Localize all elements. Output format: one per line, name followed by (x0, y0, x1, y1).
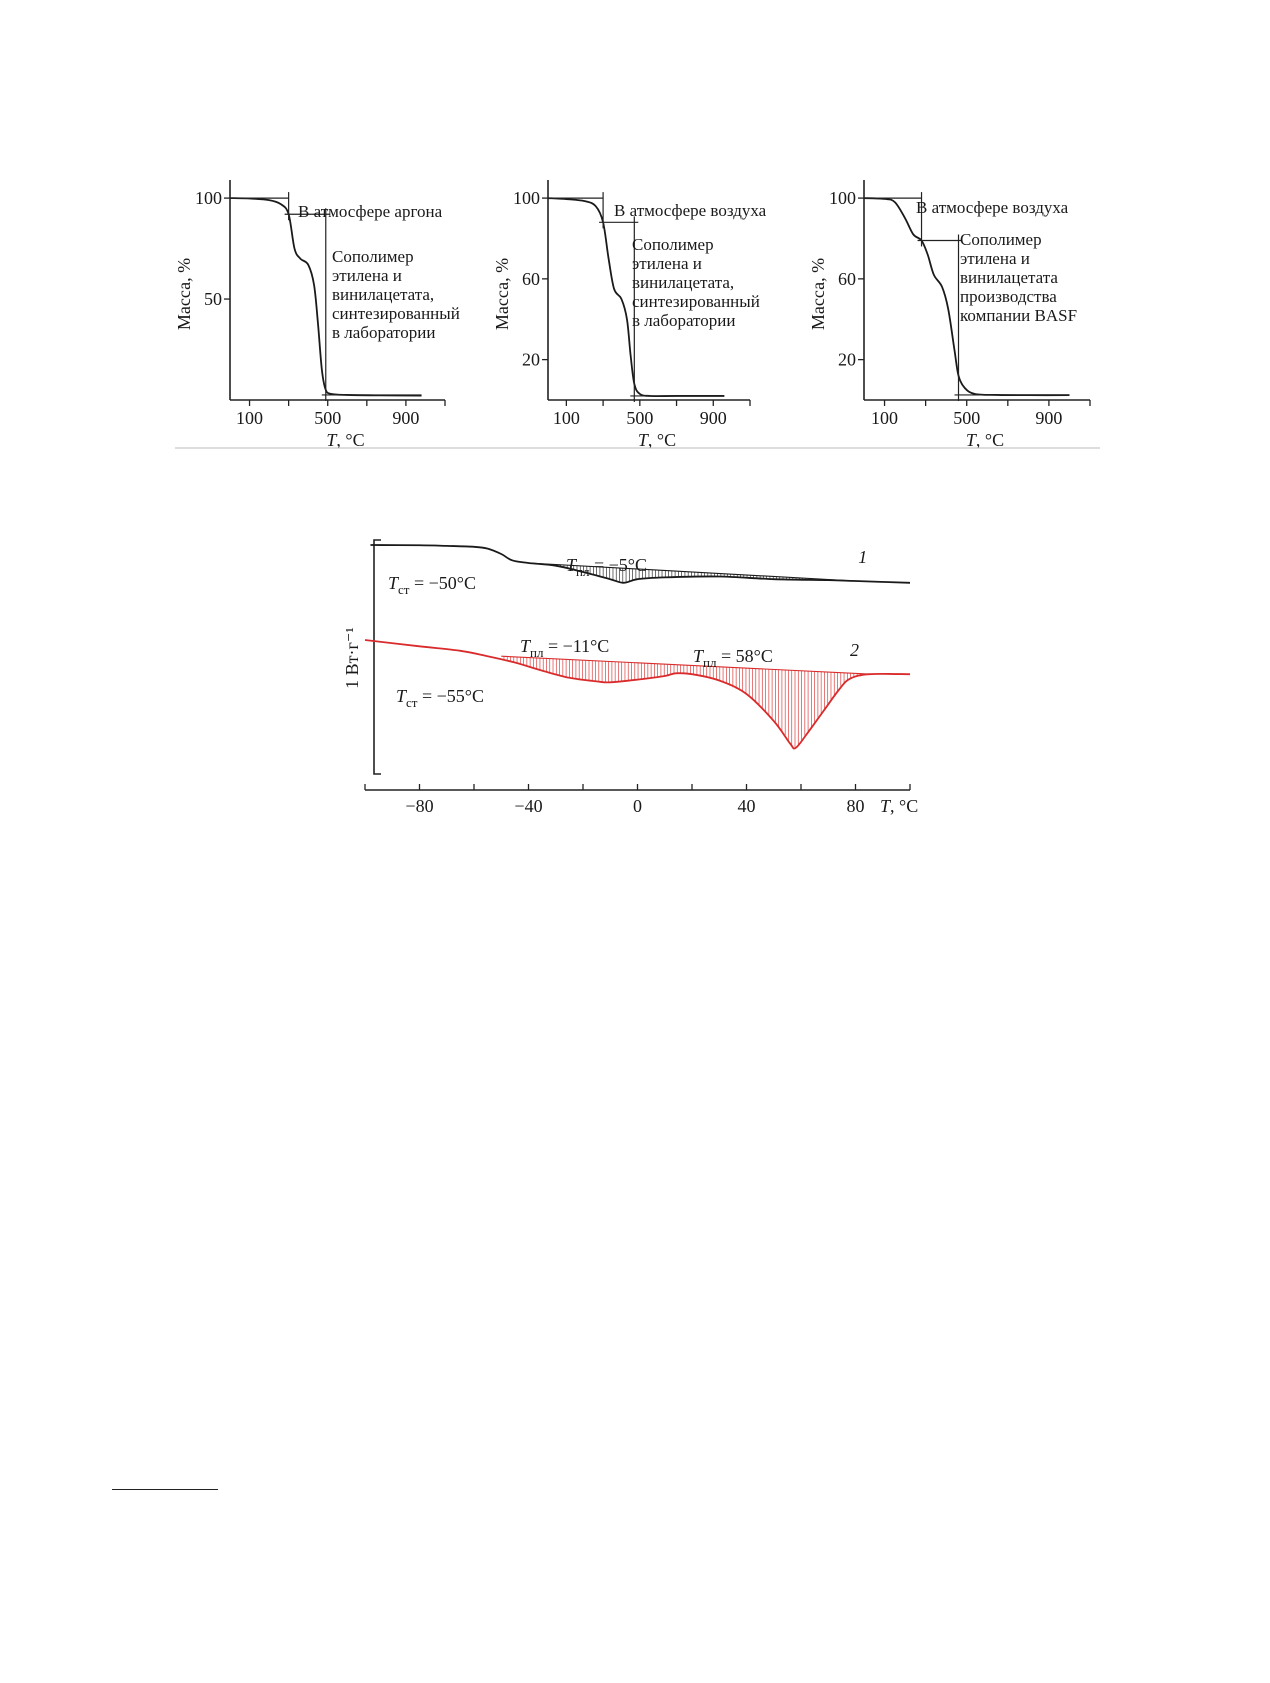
dsc-chart (342, 540, 918, 816)
curve-number: 2 (850, 640, 860, 661)
atmosphere-label: В атмосфере воздуха (614, 201, 767, 220)
temperature-label: $T_{ст} = -55^\circ C$ (396, 686, 484, 710)
tga-panel-2 (492, 180, 767, 450)
x-tick-label: 500 (314, 408, 342, 428)
x-tick-label: 80 (846, 796, 865, 816)
sample-label: винилацетата, (332, 285, 435, 304)
scale-bar (374, 540, 381, 774)
x-tick-label: 900 (392, 408, 420, 428)
y-axis-title: Масса, % (174, 257, 194, 331)
x-tick-label: 40 (737, 796, 756, 816)
sample-label: Сополимер (332, 247, 414, 266)
y-tick-label: 20 (838, 349, 856, 370)
y-axis-title: Масса, % (808, 257, 828, 331)
sample-label: Сополимер (632, 235, 714, 254)
sample-label: в лаборатории (332, 323, 436, 342)
x-tick-label: 900 (699, 408, 727, 428)
atmosphere-label: В атмосфере аргона (298, 202, 443, 221)
x-tick-label: 500 (626, 408, 654, 428)
sample-label: в лаборатории (632, 311, 736, 330)
x-tick-label: 100 (236, 408, 264, 428)
tga-panel-3 (808, 180, 1090, 450)
sample-label: компании BASF (960, 306, 1078, 325)
sample-label: Сополимер (960, 230, 1042, 249)
y-axis-title: 1 Вт·г⁻¹ (342, 627, 362, 689)
x-axis-title: T, °C (637, 430, 677, 450)
temperature-label: $T_{ст} = -50^\circ C$ (388, 573, 476, 597)
temperature-label: $T_{пл} = -5^\circ C$ (566, 555, 647, 579)
sample-label: синтезированный (332, 304, 460, 323)
tga-panel-1 (174, 180, 460, 450)
x-tick-label: −40 (514, 796, 543, 816)
y-tick-label: 60 (838, 268, 856, 289)
sample-label: этилена и (632, 254, 702, 273)
x-tick-label: 500 (953, 408, 981, 428)
sample-label: винилацетата, (632, 273, 735, 292)
sample-label: этилена и (960, 249, 1030, 268)
x-tick-label: 100 (871, 408, 899, 428)
temperature-label: $T_{пл} = -11^\circ C$ (520, 636, 610, 660)
x-tick-label: −80 (405, 796, 434, 816)
x-axis-title: T, °C (880, 796, 919, 816)
sample-label: этилена и (332, 266, 402, 285)
y-axis-title: Масса, % (492, 257, 512, 331)
x-tick-label: 0 (633, 796, 642, 816)
dsc-baseline (501, 656, 872, 674)
y-tick-label: 100 (513, 188, 540, 209)
sample-label: винилацетата (960, 268, 1058, 287)
y-tick-label: 100 (829, 188, 856, 209)
sample-label: синтезированный (632, 292, 760, 311)
x-tick-label: 100 (552, 408, 580, 428)
temperature-label: $T_{пл} = 58^\circ C$ (693, 646, 773, 670)
y-tick-label: 20 (522, 349, 540, 370)
curve-number: 1 (858, 546, 868, 567)
y-tick-label: 100 (195, 188, 222, 209)
x-axis-title: T, °C (326, 430, 365, 450)
y-tick-label: 50 (204, 289, 222, 310)
x-axis-title: T, °C (965, 430, 1005, 450)
y-tick-label: 60 (522, 268, 540, 289)
x-tick-label: 900 (1035, 408, 1063, 428)
footnote-rule (112, 1489, 218, 1490)
atmosphere-label: В атмосфере воздуха (916, 198, 1069, 217)
sample-label: производства (960, 287, 1057, 306)
